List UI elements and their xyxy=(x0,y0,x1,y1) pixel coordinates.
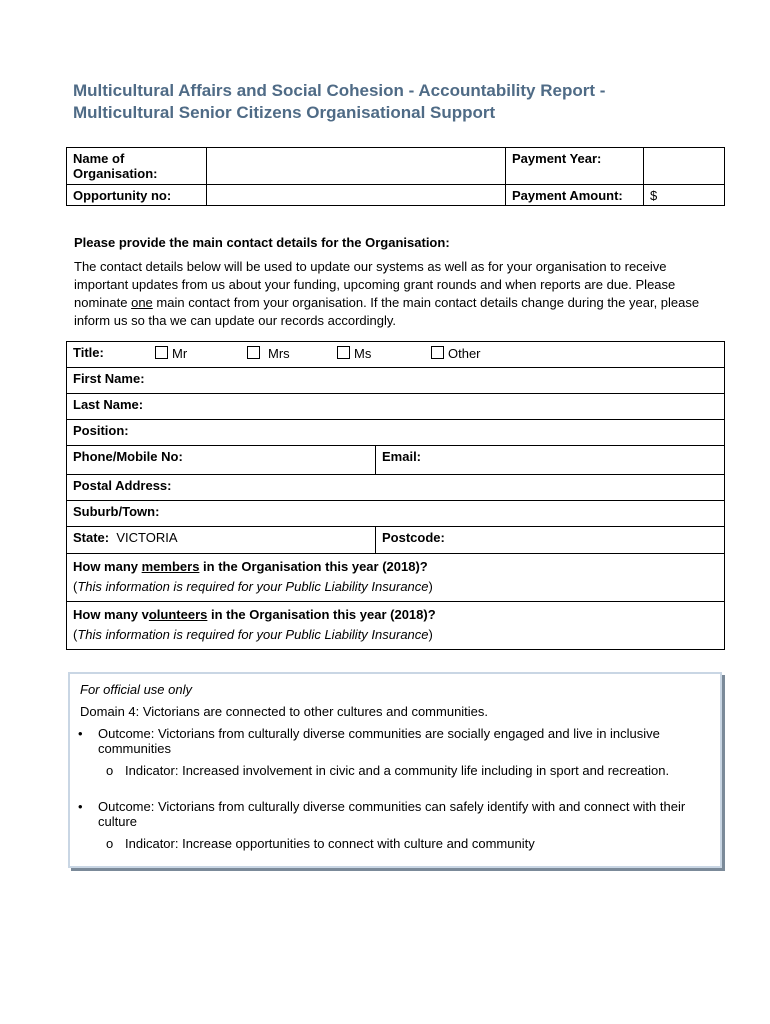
title-option-ms[interactable]: Ms xyxy=(337,346,371,361)
official-use-box xyxy=(68,672,722,868)
official-outcome-1: Outcome: Victorians from culturally diverse communities are socially engaged and live in inclusive communities xyxy=(98,726,660,756)
postal-address-field[interactable]: Postal Address: xyxy=(67,475,725,501)
last-name-field[interactable]: Last Name: xyxy=(67,394,725,420)
volunteers-note: (This information is required for your Public Liability Insurance) xyxy=(73,627,433,642)
checkbox-mrs[interactable] xyxy=(247,346,260,359)
official-outcome-2: Outcome: Victorians from culturally diverse communities can safely identify with and connect with their culture xyxy=(98,799,686,829)
contact-table xyxy=(66,341,725,650)
title-option-mr[interactable]: Mr xyxy=(155,346,187,361)
postcode-field[interactable]: Postcode: xyxy=(376,527,725,554)
payment-year-label: Payment Year: xyxy=(506,148,644,185)
organisation-name-label: Name of Organisation: xyxy=(67,148,207,185)
state-label: State: xyxy=(73,530,110,545)
instructions-body: The contact details below will be used to update our systems as well as for your organisation to receive important updates from us about your funding, upcoming grant rounds and when reports are due. Please nominate one main contact from your organisation. If the main contact details change during the year, please inform us so tha we can update our records accordingly. xyxy=(74,259,700,328)
organisation-table xyxy=(66,147,725,206)
organisation-name-field[interactable] xyxy=(207,148,506,185)
official-heading: For official use only xyxy=(80,682,192,697)
bullet-indicator-2: o xyxy=(106,836,114,851)
suburb-field[interactable]: Suburb/Town: xyxy=(67,501,725,527)
volunteers-question: How many volunteers in the Organisation this year (2018)? xyxy=(73,607,436,622)
volunteers-field[interactable] xyxy=(67,602,725,650)
official-indicator-1: Indicator: Increased involvement in civic and a community life including in sport and recreation. xyxy=(125,763,670,778)
title-row xyxy=(67,342,725,368)
title-option-other[interactable]: Other xyxy=(431,346,481,361)
payment-year-field[interactable] xyxy=(644,148,725,185)
official-indicator-2: Indicator: Increase opportunities to connect with culture and community xyxy=(125,836,535,851)
title-line-1: Multicultural Affairs and Social Cohesion - Accountability Report - xyxy=(73,81,606,100)
official-domain: Domain 4: Victorians are connected to other cultures and communities. xyxy=(80,704,489,719)
members-question: How many members in the Organisation this year (2018)? xyxy=(73,559,428,574)
instructions-heading: Please provide the main contact details for the Organisation: xyxy=(74,235,450,250)
position-field[interactable]: Position: xyxy=(67,420,725,446)
checkbox-ms[interactable] xyxy=(337,346,350,359)
state-field[interactable] xyxy=(67,527,376,554)
state-value: VICTORIA xyxy=(116,530,178,545)
opportunity-field[interactable] xyxy=(207,185,506,206)
members-field[interactable] xyxy=(67,554,725,602)
currency-symbol: $ xyxy=(650,188,658,203)
checkbox-other[interactable] xyxy=(431,346,444,359)
bullet-outcome-1: • xyxy=(78,726,83,741)
opportunity-label: Opportunity no: xyxy=(67,185,207,206)
payment-amount-label: Payment Amount: xyxy=(506,185,644,206)
first-name-field[interactable]: First Name: xyxy=(67,368,725,394)
checkbox-mr[interactable] xyxy=(155,346,168,359)
members-note: (This information is required for your Public Liability Insurance) xyxy=(73,579,433,594)
phone-field[interactable]: Phone/Mobile No: xyxy=(67,446,376,475)
payment-amount-field[interactable] xyxy=(644,185,725,206)
bullet-outcome-2: • xyxy=(78,799,83,814)
page-title xyxy=(73,80,713,124)
bullet-indicator-1: o xyxy=(106,763,114,778)
title-option-mrs[interactable]: Mrs xyxy=(247,346,290,361)
email-field[interactable]: Email: xyxy=(376,446,725,475)
title-label: Title: xyxy=(73,345,104,360)
title-line-2: Multicultural Senior Citizens Organisational Support xyxy=(73,103,496,122)
